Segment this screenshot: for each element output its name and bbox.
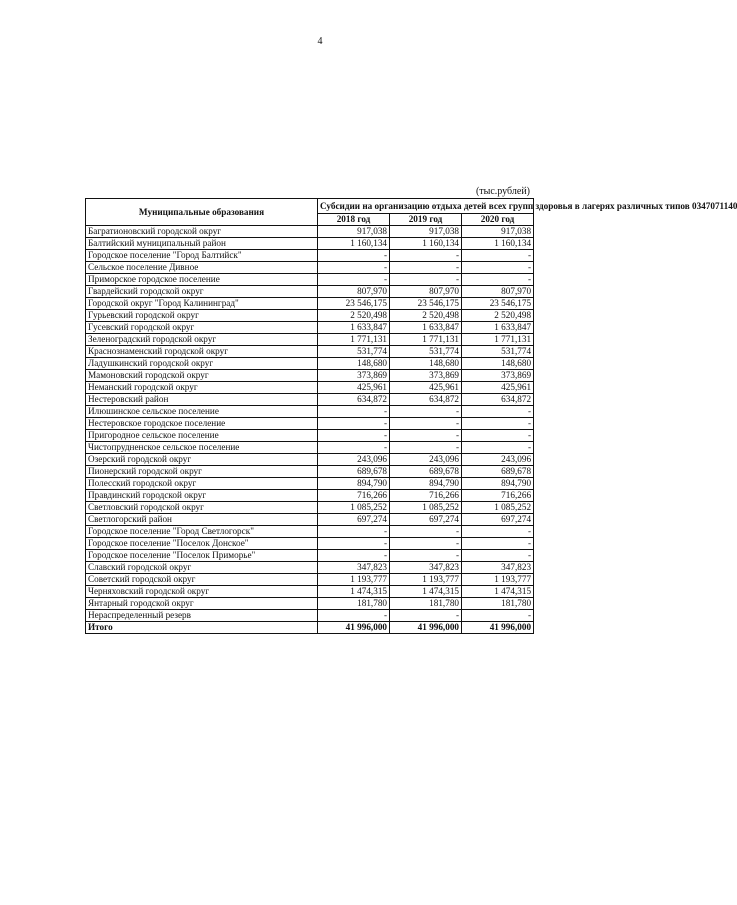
municipality-name-cell: Янтарный городской округ xyxy=(86,598,318,610)
table-row xyxy=(86,610,534,622)
value-2020-cell: 1 633,847 xyxy=(462,322,534,334)
table-row xyxy=(86,418,534,430)
value-2020-cell: 148,680 xyxy=(462,358,534,370)
value-2019-cell: - xyxy=(390,610,462,622)
value-2019-cell: - xyxy=(390,550,462,562)
table-body xyxy=(86,226,534,622)
municipality-name-cell: Городское поселение "Поселок Донское" xyxy=(86,538,318,550)
value-2018-cell: 917,038 xyxy=(318,226,390,238)
value-2020-cell: 1 771,131 xyxy=(462,334,534,346)
table-row xyxy=(86,298,534,310)
table-row xyxy=(86,430,534,442)
value-2018-cell: - xyxy=(318,550,390,562)
municipality-name-cell: Нестеровское городское поселение xyxy=(86,418,318,430)
value-2020-cell: 917,038 xyxy=(462,226,534,238)
municipality-name-cell: Полесский городской округ xyxy=(86,478,318,490)
municipality-name-cell: Мамоновский городской округ xyxy=(86,370,318,382)
value-2019-cell: 148,680 xyxy=(390,358,462,370)
value-2018-cell: 807,970 xyxy=(318,286,390,298)
value-2019-cell: - xyxy=(390,442,462,454)
municipality-name-cell: Гусевский городской округ xyxy=(86,322,318,334)
value-2018-cell: 1 193,777 xyxy=(318,574,390,586)
value-2018-cell: 148,680 xyxy=(318,358,390,370)
value-2020-cell: 1 085,252 xyxy=(462,502,534,514)
value-2019-cell: 1 193,777 xyxy=(390,574,462,586)
total-2020: 41 996,000 xyxy=(462,622,534,634)
value-2019-cell: 1 633,847 xyxy=(390,322,462,334)
value-2018-cell: 347,823 xyxy=(318,562,390,574)
value-2020-cell: - xyxy=(462,250,534,262)
value-2019-cell: 1 474,315 xyxy=(390,586,462,598)
table-row xyxy=(86,238,534,250)
municipality-name-cell: Гвардейский городской округ xyxy=(86,286,318,298)
total-2018: 41 996,000 xyxy=(318,622,390,634)
value-2019-cell: - xyxy=(390,418,462,430)
value-2018-cell: 425,961 xyxy=(318,382,390,394)
value-2018-cell: 697,274 xyxy=(318,514,390,526)
table-row xyxy=(86,586,534,598)
value-2019-cell: 894,790 xyxy=(390,478,462,490)
value-2020-cell: 1 193,777 xyxy=(462,574,534,586)
value-2019-cell: 243,096 xyxy=(390,454,462,466)
value-2019-cell: 807,970 xyxy=(390,286,462,298)
year-2019-header: 2019 год xyxy=(390,214,462,226)
value-2020-cell: - xyxy=(462,430,534,442)
value-2018-cell: 243,096 xyxy=(318,454,390,466)
value-2019-cell: - xyxy=(390,430,462,442)
value-2019-cell: 23 546,175 xyxy=(390,298,462,310)
table-row xyxy=(86,358,534,370)
value-2020-cell: 2 520,498 xyxy=(462,310,534,322)
municipality-name-cell: Городское поселение "Поселок Приморье" xyxy=(86,550,318,562)
value-2018-cell: 894,790 xyxy=(318,478,390,490)
municipality-name-cell: Илюшинское сельское поселение xyxy=(86,406,318,418)
value-2018-cell: 1 771,131 xyxy=(318,334,390,346)
municipality-name-cell: Славский городской округ xyxy=(86,562,318,574)
municipality-name-cell: Светловский городской округ xyxy=(86,502,318,514)
value-2020-cell: - xyxy=(462,262,534,274)
value-2020-cell: - xyxy=(462,418,534,430)
municipality-name-cell: Городское поселение "Город Светлогорск" xyxy=(86,526,318,538)
value-2018-cell: 1 160,134 xyxy=(318,238,390,250)
value-2019-cell: 716,266 xyxy=(390,490,462,502)
value-2018-cell: - xyxy=(318,526,390,538)
table-row xyxy=(86,490,534,502)
municipality-name-cell: Городское поселение "Город Балтийск" xyxy=(86,250,318,262)
subsidy-table xyxy=(85,198,737,634)
table-row xyxy=(86,442,534,454)
value-2020-cell: 347,823 xyxy=(462,562,534,574)
value-2019-cell: - xyxy=(390,262,462,274)
value-2019-cell: 531,774 xyxy=(390,346,462,358)
value-2018-cell: - xyxy=(318,610,390,622)
municipality-name-cell: Нестеровский район xyxy=(86,394,318,406)
municipality-name-cell: Краснознаменский городской округ xyxy=(86,346,318,358)
value-2018-cell: 2 520,498 xyxy=(318,310,390,322)
table-row xyxy=(86,226,534,238)
value-2018-cell: 634,872 xyxy=(318,394,390,406)
value-2018-cell: - xyxy=(318,418,390,430)
value-2018-cell: 1 633,847 xyxy=(318,322,390,334)
value-2019-cell: - xyxy=(390,406,462,418)
value-2019-cell: 2 520,498 xyxy=(390,310,462,322)
value-2018-cell: 181,780 xyxy=(318,598,390,610)
table-row xyxy=(86,406,534,418)
value-2018-cell: - xyxy=(318,430,390,442)
value-2020-cell: - xyxy=(462,406,534,418)
value-2020-cell: 807,970 xyxy=(462,286,534,298)
value-2020-cell: - xyxy=(462,550,534,562)
year-2018-header: 2018 год xyxy=(318,214,390,226)
value-2018-cell: - xyxy=(318,250,390,262)
value-2020-cell: 1 160,134 xyxy=(462,238,534,250)
table-row xyxy=(86,250,534,262)
value-2018-cell: - xyxy=(318,274,390,286)
municipality-name-cell: Гурьевский городской округ xyxy=(86,310,318,322)
value-2018-cell: - xyxy=(318,442,390,454)
value-2019-cell: 917,038 xyxy=(390,226,462,238)
value-2018-cell: - xyxy=(318,538,390,550)
municipality-column-header: Муниципальные образования xyxy=(86,199,318,226)
value-2020-cell: - xyxy=(462,274,534,286)
value-2018-cell: 716,266 xyxy=(318,490,390,502)
value-2020-cell: 689,678 xyxy=(462,466,534,478)
municipality-name-cell: Приморское городское поселение xyxy=(86,274,318,286)
subsidy-column-header: Субсидии на организацию отдыха детей всех групп здоровья в лагерях различных типов 0347071140 xyxy=(318,199,534,214)
municipality-name-cell: Чистопрудненское сельское поселение xyxy=(86,442,318,454)
table-row xyxy=(86,286,534,298)
table-row xyxy=(86,310,534,322)
value-2019-cell: - xyxy=(390,250,462,262)
year-2020-header: 2020 год xyxy=(462,214,534,226)
value-2020-cell: - xyxy=(462,538,534,550)
municipality-name-cell: Неманский городской округ xyxy=(86,382,318,394)
table-row xyxy=(86,562,534,574)
municipality-name-cell: Ладушкинский городской округ xyxy=(86,358,318,370)
value-2019-cell: 689,678 xyxy=(390,466,462,478)
table-row xyxy=(86,322,534,334)
table-row xyxy=(86,598,534,610)
municipality-name-cell: Балтийский муниципальный район xyxy=(86,238,318,250)
value-2019-cell: - xyxy=(390,538,462,550)
value-2020-cell: - xyxy=(462,610,534,622)
municipality-name-cell: Правдинский городской округ xyxy=(86,490,318,502)
value-2018-cell: 1 085,252 xyxy=(318,502,390,514)
table-row xyxy=(86,478,534,490)
table-row xyxy=(86,466,534,478)
value-2019-cell: - xyxy=(390,274,462,286)
value-2018-cell: 531,774 xyxy=(318,346,390,358)
table-row xyxy=(86,526,534,538)
municipality-name-cell: Советский городской округ xyxy=(86,574,318,586)
value-2019-cell: 347,823 xyxy=(390,562,462,574)
municipality-name-cell: Озерский городской округ xyxy=(86,454,318,466)
table-row xyxy=(86,262,534,274)
page-number: 4 xyxy=(317,36,323,47)
municipality-name-cell: Пригородное сельское поселение xyxy=(86,430,318,442)
value-2019-cell: 634,872 xyxy=(390,394,462,406)
value-2020-cell: 697,274 xyxy=(462,514,534,526)
value-2020-cell: 531,774 xyxy=(462,346,534,358)
value-2019-cell: 697,274 xyxy=(390,514,462,526)
value-2020-cell: 23 546,175 xyxy=(462,298,534,310)
value-2018-cell: 23 546,175 xyxy=(318,298,390,310)
municipality-name-cell: Зеленоградский городской округ xyxy=(86,334,318,346)
table-row xyxy=(86,514,534,526)
value-2020-cell: 1 474,315 xyxy=(462,586,534,598)
table-row xyxy=(86,346,534,358)
municipality-name-cell: Сельское поселение Дивное xyxy=(86,262,318,274)
value-2020-cell: - xyxy=(462,526,534,538)
table-row xyxy=(86,370,534,382)
value-2020-cell: 634,872 xyxy=(462,394,534,406)
value-2018-cell: - xyxy=(318,262,390,274)
municipality-name-cell: Черняховский городской округ xyxy=(86,586,318,598)
value-2019-cell: 425,961 xyxy=(390,382,462,394)
unit-label: (тыс.рублей) xyxy=(475,186,530,197)
value-2020-cell: 894,790 xyxy=(462,478,534,490)
value-2019-cell: - xyxy=(390,526,462,538)
value-2020-cell: 716,266 xyxy=(462,490,534,502)
municipality-name-cell: Пионерский городской округ xyxy=(86,466,318,478)
total-row xyxy=(86,622,534,634)
table-row xyxy=(86,550,534,562)
table-row xyxy=(86,502,534,514)
table-row xyxy=(86,538,534,550)
municipality-name-cell: Светлогорский район xyxy=(86,514,318,526)
municipality-name-cell: Нераспределенный резерв xyxy=(86,610,318,622)
value-2020-cell: - xyxy=(462,442,534,454)
value-2020-cell: 243,096 xyxy=(462,454,534,466)
value-2019-cell: 1 771,131 xyxy=(390,334,462,346)
value-2018-cell: 373,869 xyxy=(318,370,390,382)
municipality-name-cell: Городской округ "Город Калининград" xyxy=(86,298,318,310)
municipality-name-cell: Багратионовский городской округ xyxy=(86,226,318,238)
value-2019-cell: 181,780 xyxy=(390,598,462,610)
value-2019-cell: 373,869 xyxy=(390,370,462,382)
value-2020-cell: 181,780 xyxy=(462,598,534,610)
value-2019-cell: 1 085,252 xyxy=(390,502,462,514)
table-row xyxy=(86,394,534,406)
total-2019: 41 996,000 xyxy=(390,622,462,634)
total-label: Итого xyxy=(86,622,318,634)
value-2020-cell: 373,869 xyxy=(462,370,534,382)
value-2018-cell: - xyxy=(318,406,390,418)
value-2020-cell: 425,961 xyxy=(462,382,534,394)
value-2018-cell: 689,678 xyxy=(318,466,390,478)
table-row xyxy=(86,454,534,466)
value-2018-cell: 1 474,315 xyxy=(318,586,390,598)
table-row xyxy=(86,334,534,346)
table-row xyxy=(86,382,534,394)
table-row xyxy=(86,574,534,586)
table-row xyxy=(86,274,534,286)
value-2019-cell: 1 160,134 xyxy=(390,238,462,250)
